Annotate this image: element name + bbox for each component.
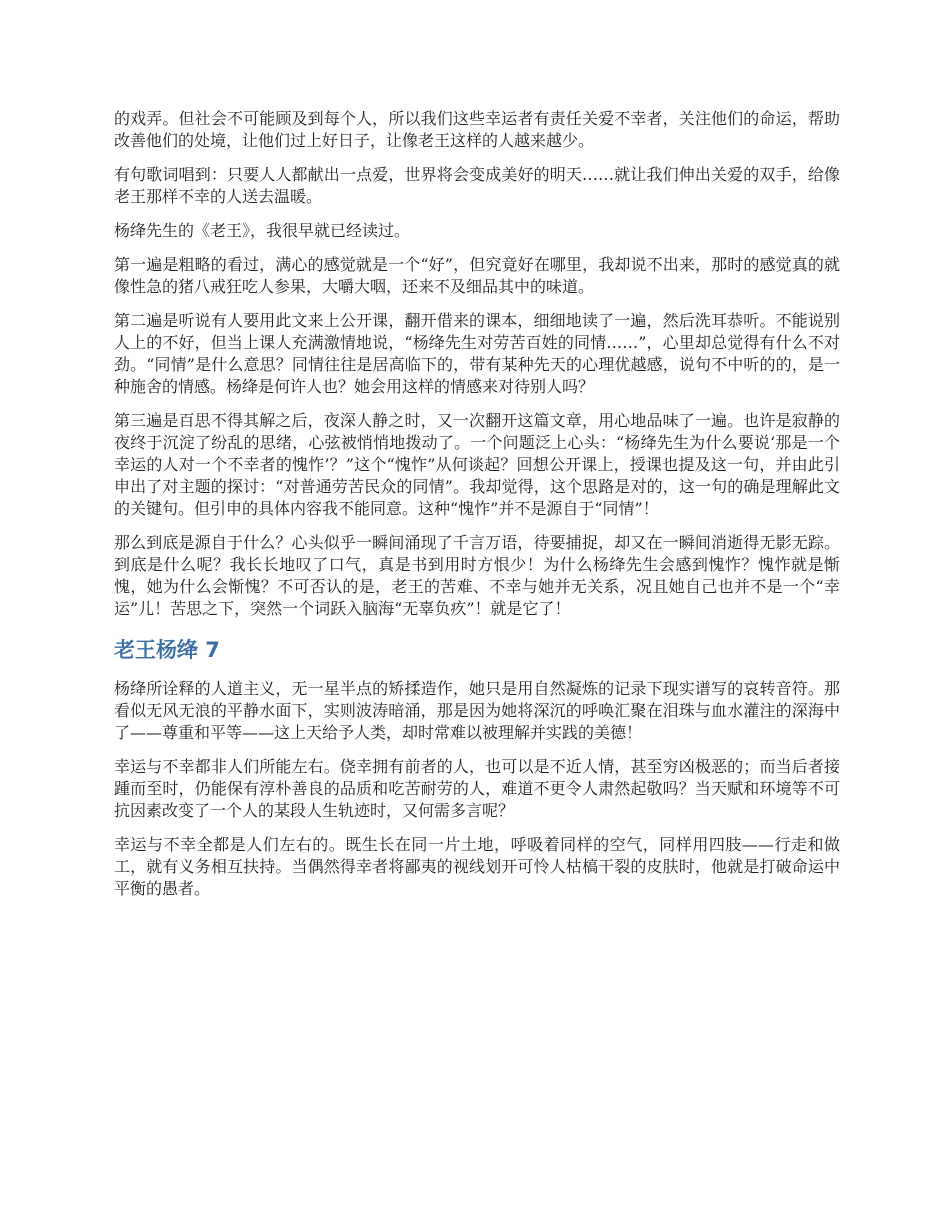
paragraph: 的戏弄。但社会不可能顾及到每个人，所以我们这些幸运者有责任关爱不幸者，关注他们的命运，帮助改善他们的处境，让他们过上好日子，让像老王这样的人越来越少。 [114, 109, 840, 150]
document-page [114, 108, 840, 912]
paragraph: 幸运与不幸全都是人们左右的。既生长在同一片土地，呼吸着同样的空气，同样用四肢——行走和做工，就有义务相互扶持。当偶然得幸者将鄙夷的视线划开可怜人枯槁干裂的皮肤时，他就是打破命运中平衡的愚者。 [114, 835, 840, 898]
paragraph: 那么到底是源自于什么？心头似乎一瞬间涌现了千言万语，待要捕捉，却又在一瞬间消逝得无影无踪。到底是什么呢？我长长地叹了口气，真是书到用时方恨少！为什么杨绛先生会感到愧怍？愧怍就是惭愧，她为什么会惭愧？不可否认的是，老王的苦难、不幸与她并无关系，况且她自己也并不是一个“幸运”儿！苦思之下，突然一个词跃入脑海“无辜负疚”！就是它了！ [114, 533, 840, 618]
paragraph: 幸运与不幸都非人们所能左右。侥幸拥有前者的人，也可以是不近人情，甚至穷凶极恶的；而当后者接踵而至时，仍能保有淳朴善良的品质和吃苦耐劳的人，难道不更令人肃然起敬吗？当天赋和环境等不可抗因素改变了一个人的某段人生轨迹时，又何需多言呢？ [114, 757, 840, 820]
paragraph: 第三遍是百思不得其解之后，夜深人静之时，又一次翻开这篇文章，用心地品味了一遍。也许是寂静的夜终于沉淀了纷乱的思绪，心弦被悄悄地拨动了。一个问题泛上心头：“杨绛先生为什么要说‘那是一个幸运的人对一个不幸者的愧怍’？”这个“愧怍”从何谈起？回想公开课上，授课也提及这一句，并由此引申出了对主题的探讨：“对普通劳苦民众的同情”。我却觉得，这个思路是对的，这一句的确是理解此文的关键句。但引申的具体内容我不能同意。这种“愧怍”并不是源自于“同情”！ [114, 411, 840, 518]
paragraph: 第二遍是听说有人要用此文来上公开课，翻开借来的课本，细细地读了一遍，然后洗耳恭听。不能说别人上的不好，但当上课人充满激情地说，“杨绛先生对劳苦百姓的同情……”，心里却总觉得有什么不对劲。“同情”是什么意思？同情往往是居高临下的，带有某种先天的心理优越感，说句不中听的的，是一种施舍的情感。杨绛是何许人也？她会用这样的情感来对待别人吗？ [114, 311, 840, 396]
paragraph: 杨绛先生的《老王》，我很早就已经读过。 [114, 221, 411, 240]
paragraph: 杨绛所诠释的人道主义，无一星半点的矫揉造作，她只是用自然凝炼的记录下现实谱写的哀转音符。那看似无风无浪的平静水面下，实则波涛暗涌，那是因为她将深沉的呼唤汇聚在泪珠与血水灌注的深海中了——尊重和平等——这上天给予人类，却时常难以被理解并实践的美德！ [114, 679, 840, 742]
section-heading: 老王杨绛 7 [114, 638, 220, 662]
paragraph: 第一遍是粗略的看过，满心的感觉就是一个“好”，但究竟好在哪里，我却说不出来，那时的感觉真的就像性急的猪八戒狂吃人参果，大嚼大咽，还来不及细品其中的味道。 [114, 255, 840, 296]
paragraph: 有句歌词唱到：只要人人都献出一点爱，世界将会变成美好的明天……就让我们伸出关爱的双手，给像老王那样不幸的人送去温暖。 [114, 165, 840, 206]
